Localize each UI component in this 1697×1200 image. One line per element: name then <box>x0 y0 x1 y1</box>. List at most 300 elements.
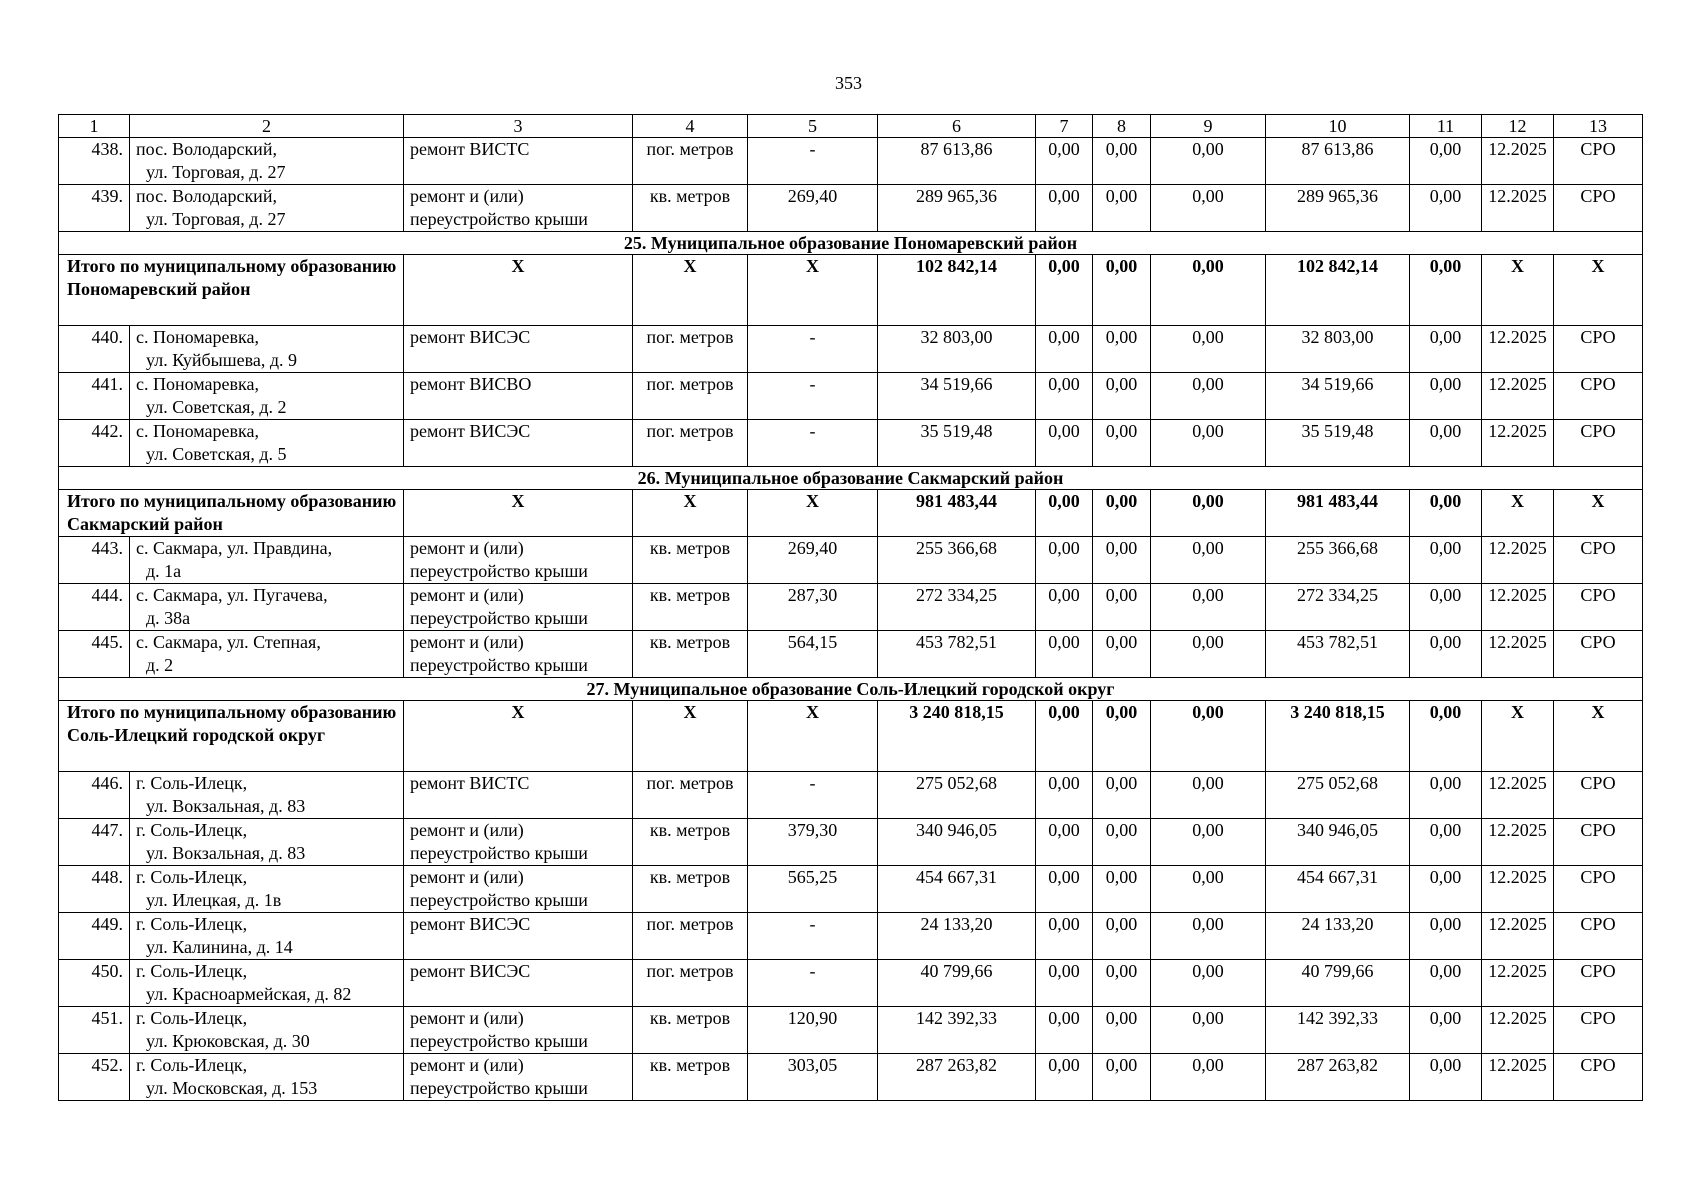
cell-work-type: X <box>404 255 633 326</box>
address-line-2: ул. Крюковская, д. 30 <box>146 1031 310 1051</box>
table-row <box>59 913 1643 960</box>
work-type: ремонт и (или) переустройство крыши <box>404 537 633 584</box>
cell-c12: 12.2025 <box>1482 960 1554 1007</box>
cell-c10: 3 240 818,15 <box>1266 701 1410 772</box>
section-title: 25. Муниципальное образование Пономаревский район <box>59 232 1643 255</box>
address-cell <box>130 1007 404 1054</box>
unit-of-measure: пог. метров <box>633 960 748 1007</box>
subtotal-label: Итого по муниципальному образованию Соль-Илецкий городской округ <box>59 701 404 772</box>
row-number: 443. <box>59 537 130 584</box>
cell-c9: 0,00 <box>1151 1007 1266 1054</box>
row-number: 442. <box>59 420 130 467</box>
cell-c11: 0,00 <box>1410 255 1482 326</box>
cell-c7: 0,00 <box>1036 584 1093 631</box>
address-line-2: ул. Куйбышева, д. 9 <box>146 350 297 370</box>
cell-c11: 0,00 <box>1410 420 1482 467</box>
column-number: 6 <box>878 115 1036 138</box>
cell-c9: 0,00 <box>1151 326 1266 373</box>
address-cell <box>130 537 404 584</box>
unit-of-measure: кв. метров <box>633 1007 748 1054</box>
cell-c12: 12.2025 <box>1482 537 1554 584</box>
cell-c10: 453 782,51 <box>1266 631 1410 678</box>
table-row <box>59 866 1643 913</box>
cell-c5: - <box>748 420 878 467</box>
address-line-1: г. Соль-Илецк, <box>136 914 248 934</box>
row-number: 445. <box>59 631 130 678</box>
address-line-1: с. Сакмара, ул. Пугачева, <box>136 585 328 605</box>
cell-c9: 0,00 <box>1151 701 1266 772</box>
column-number: 1 <box>59 115 130 138</box>
table-row <box>59 819 1643 866</box>
address-line-2: д. 2 <box>146 655 174 675</box>
address-cell <box>130 373 404 420</box>
unit-of-measure: кв. метров <box>633 584 748 631</box>
cell-c8: 0,00 <box>1093 373 1151 420</box>
table-row <box>59 138 1643 185</box>
cell-c12: X <box>1482 701 1554 772</box>
subtotal-row <box>59 255 1643 326</box>
cell-c7: 0,00 <box>1036 1054 1093 1101</box>
cell-c5: 120,90 <box>748 1007 878 1054</box>
cell-c5: - <box>748 326 878 373</box>
column-number: 8 <box>1093 115 1151 138</box>
cell-c5: 565,25 <box>748 866 878 913</box>
cell-c6: 272 334,25 <box>878 584 1036 631</box>
cell-c5: 564,15 <box>748 631 878 678</box>
cell-c10: 255 366,68 <box>1266 537 1410 584</box>
capital-repair-table <box>58 114 1643 1101</box>
cell-c12: 12.2025 <box>1482 420 1554 467</box>
cell-c5: - <box>748 913 878 960</box>
cell-c12: 12.2025 <box>1482 913 1554 960</box>
column-number: 4 <box>633 115 748 138</box>
cell-c11: 0,00 <box>1410 1054 1482 1101</box>
cell-c12: 12.2025 <box>1482 584 1554 631</box>
row-number: 444. <box>59 584 130 631</box>
address-line-2: ул. Вокзальная, д. 83 <box>146 843 306 863</box>
cell-c6: 289 965,36 <box>878 185 1036 232</box>
cell-c11: 0,00 <box>1410 138 1482 185</box>
cell-c8: 0,00 <box>1093 960 1151 1007</box>
cell-c7: 0,00 <box>1036 138 1093 185</box>
cell-c6: 87 613,86 <box>878 138 1036 185</box>
table-row <box>59 326 1643 373</box>
cell-c5: - <box>748 373 878 420</box>
cell-c5: 303,05 <box>748 1054 878 1101</box>
address-cell <box>130 631 404 678</box>
row-number: 451. <box>59 1007 130 1054</box>
cell-c7: 0,00 <box>1036 185 1093 232</box>
cell-c7: 0,00 <box>1036 819 1093 866</box>
cell-c11: 0,00 <box>1410 866 1482 913</box>
subtotal-label: Итого по муниципальному образованию Пономаревский район <box>59 255 404 326</box>
cell-c6: 453 782,51 <box>878 631 1036 678</box>
address-cell <box>130 819 404 866</box>
address-cell <box>130 138 404 185</box>
cell-c8: 0,00 <box>1093 913 1151 960</box>
cell-c12: X <box>1482 255 1554 326</box>
unit-of-measure: кв. метров <box>633 185 748 232</box>
unit-of-measure: пог. метров <box>633 138 748 185</box>
address-line-2: ул. Калинина, д. 14 <box>146 937 293 957</box>
cell-c13: СРО <box>1554 185 1643 232</box>
address-cell <box>130 584 404 631</box>
unit-of-measure: пог. метров <box>633 420 748 467</box>
work-type: ремонт и (или) переустройство крыши <box>404 584 633 631</box>
cell-c10: 340 946,05 <box>1266 819 1410 866</box>
column-number: 5 <box>748 115 878 138</box>
address-line-1: с. Пономаревка, <box>136 421 259 441</box>
subtotal-row <box>59 701 1643 772</box>
table-row <box>59 584 1643 631</box>
cell-c8: 0,00 <box>1093 537 1151 584</box>
work-type: ремонт ВИСЭС <box>404 326 633 373</box>
cell-c11: 0,00 <box>1410 772 1482 819</box>
cell-c5: - <box>748 960 878 1007</box>
cell-c7: 0,00 <box>1036 326 1093 373</box>
cell-c13: X <box>1554 701 1643 772</box>
address-line-1: г. Соль-Илецк, <box>136 867 248 887</box>
section-title: 27. Муниципальное образование Соль-Илецкий городской округ <box>59 678 1643 701</box>
cell-c5: 287,30 <box>748 584 878 631</box>
cell-c8: 0,00 <box>1093 1007 1151 1054</box>
cell-c11: 0,00 <box>1410 326 1482 373</box>
cell-c9: 0,00 <box>1151 373 1266 420</box>
address-line-1: с. Пономаревка, <box>136 374 259 394</box>
subtotal-label: Итого по муниципальному образованию Сакмарский район <box>59 490 404 537</box>
work-type: ремонт ВИСТС <box>404 772 633 819</box>
work-type: ремонт ВИСЭС <box>404 913 633 960</box>
cell-c5: X <box>748 255 878 326</box>
work-type: ремонт ВИСЭС <box>404 420 633 467</box>
address-line-2: д. 1а <box>146 561 182 581</box>
cell-c10: 24 133,20 <box>1266 913 1410 960</box>
row-number: 440. <box>59 326 130 373</box>
cell-c10: 289 965,36 <box>1266 185 1410 232</box>
cell-c6: 981 483,44 <box>878 490 1036 537</box>
section-header-row <box>59 678 1643 701</box>
row-number: 441. <box>59 373 130 420</box>
address-line-2: ул. Красноармейская, д. 82 <box>146 984 352 1004</box>
address-line-2: ул. Илецкая, д. 1в <box>146 890 282 910</box>
cell-c8: 0,00 <box>1093 866 1151 913</box>
cell-c7: 0,00 <box>1036 255 1093 326</box>
cell-c10: 272 334,25 <box>1266 584 1410 631</box>
address-line-1: г. Соль-Илецк, <box>136 1008 248 1028</box>
address-cell <box>130 866 404 913</box>
cell-work-type: X <box>404 490 633 537</box>
cell-c10: 35 519,48 <box>1266 420 1410 467</box>
cell-c12: 12.2025 <box>1482 1007 1554 1054</box>
cell-c5: 269,40 <box>748 185 878 232</box>
section-header-row <box>59 467 1643 490</box>
cell-c8: 0,00 <box>1093 584 1151 631</box>
cell-c6: 340 946,05 <box>878 819 1036 866</box>
work-type: ремонт и (или) переустройство крыши <box>404 819 633 866</box>
cell-c12: X <box>1482 490 1554 537</box>
section-header-row <box>59 232 1643 255</box>
cell-c9: 0,00 <box>1151 420 1266 467</box>
address-line-2: ул. Советская, д. 5 <box>146 444 287 464</box>
cell-c11: 0,00 <box>1410 631 1482 678</box>
unit-of-measure: пог. метров <box>633 772 748 819</box>
cell-c8: 0,00 <box>1093 631 1151 678</box>
cell-unit: X <box>633 255 748 326</box>
cell-c11: 0,00 <box>1410 819 1482 866</box>
address-line-2: ул. Вокзальная, д. 83 <box>146 796 306 816</box>
table-row <box>59 1007 1643 1054</box>
row-number: 439. <box>59 185 130 232</box>
cell-c10: 287 263,82 <box>1266 1054 1410 1101</box>
table-row <box>59 631 1643 678</box>
cell-c9: 0,00 <box>1151 819 1266 866</box>
cell-c5: - <box>748 138 878 185</box>
cell-c7: 0,00 <box>1036 373 1093 420</box>
address-line-1: г. Соль-Илецк, <box>136 773 248 793</box>
cell-c11: 0,00 <box>1410 537 1482 584</box>
table-row <box>59 420 1643 467</box>
cell-c6: 32 803,00 <box>878 326 1036 373</box>
cell-c7: 0,00 <box>1036 631 1093 678</box>
cell-c8: 0,00 <box>1093 255 1151 326</box>
cell-c9: 0,00 <box>1151 913 1266 960</box>
cell-c11: 0,00 <box>1410 1007 1482 1054</box>
cell-c13: СРО <box>1554 913 1643 960</box>
column-number: 13 <box>1554 115 1643 138</box>
cell-c9: 0,00 <box>1151 960 1266 1007</box>
cell-c10: 275 052,68 <box>1266 772 1410 819</box>
cell-c10: 454 667,31 <box>1266 866 1410 913</box>
cell-c13: СРО <box>1554 1007 1643 1054</box>
column-number: 10 <box>1266 115 1410 138</box>
cell-c9: 0,00 <box>1151 772 1266 819</box>
cell-c7: 0,00 <box>1036 420 1093 467</box>
work-type: ремонт и (или) переустройство крыши <box>404 1007 633 1054</box>
address-cell <box>130 185 404 232</box>
cell-c12: 12.2025 <box>1482 1054 1554 1101</box>
cell-c5: X <box>748 701 878 772</box>
cell-c13: СРО <box>1554 960 1643 1007</box>
cell-c12: 12.2025 <box>1482 631 1554 678</box>
cell-c13: СРО <box>1554 373 1643 420</box>
cell-c13: СРО <box>1554 1054 1643 1101</box>
address-line-1: г. Соль-Илецк, <box>136 961 248 981</box>
cell-c6: 255 366,68 <box>878 537 1036 584</box>
cell-c7: 0,00 <box>1036 772 1093 819</box>
cell-c12: 12.2025 <box>1482 373 1554 420</box>
cell-c9: 0,00 <box>1151 1054 1266 1101</box>
cell-c10: 102 842,14 <box>1266 255 1410 326</box>
table-body <box>59 115 1643 1101</box>
section-title: 26. Муниципальное образование Сакмарский район <box>59 467 1643 490</box>
cell-c8: 0,00 <box>1093 819 1151 866</box>
cell-c7: 0,00 <box>1036 960 1093 1007</box>
cell-c13: СРО <box>1554 420 1643 467</box>
cell-c6: 287 263,82 <box>878 1054 1036 1101</box>
cell-c6: 102 842,14 <box>878 255 1036 326</box>
cell-c13: СРО <box>1554 772 1643 819</box>
cell-c9: 0,00 <box>1151 185 1266 232</box>
row-number: 447. <box>59 819 130 866</box>
cell-c7: 0,00 <box>1036 701 1093 772</box>
row-number: 438. <box>59 138 130 185</box>
cell-c6: 275 052,68 <box>878 772 1036 819</box>
cell-c7: 0,00 <box>1036 1007 1093 1054</box>
cell-c8: 0,00 <box>1093 138 1151 185</box>
cell-c8: 0,00 <box>1093 701 1151 772</box>
address-line-1: с. Сакмара, ул. Правдина, <box>136 538 333 558</box>
cell-c9: 0,00 <box>1151 631 1266 678</box>
cell-c12: 12.2025 <box>1482 772 1554 819</box>
row-number: 452. <box>59 1054 130 1101</box>
row-number: 449. <box>59 913 130 960</box>
cell-c9: 0,00 <box>1151 490 1266 537</box>
cell-c6: 40 799,66 <box>878 960 1036 1007</box>
page-number: 353 <box>835 73 862 93</box>
address-line-1: с. Сакмара, ул. Степная, <box>136 632 321 652</box>
unit-of-measure: кв. метров <box>633 1054 748 1101</box>
address-line-1: г. Соль-Илецк, <box>136 1055 248 1075</box>
address-line-2: ул. Советская, д. 2 <box>146 397 287 417</box>
cell-c6: 35 519,48 <box>878 420 1036 467</box>
cell-c9: 0,00 <box>1151 255 1266 326</box>
cell-c13: СРО <box>1554 866 1643 913</box>
cell-c11: 0,00 <box>1410 913 1482 960</box>
cell-c8: 0,00 <box>1093 772 1151 819</box>
cell-c10: 142 392,33 <box>1266 1007 1410 1054</box>
table-row <box>59 1054 1643 1101</box>
cell-c10: 87 613,86 <box>1266 138 1410 185</box>
unit-of-measure: кв. метров <box>633 819 748 866</box>
column-number: 2 <box>130 115 404 138</box>
row-number: 450. <box>59 960 130 1007</box>
row-number: 448. <box>59 866 130 913</box>
cell-c7: 0,00 <box>1036 913 1093 960</box>
address-line-1: с. Пономаревка, <box>136 327 259 347</box>
cell-c13: СРО <box>1554 819 1643 866</box>
work-type: ремонт и (или) переустройство крыши <box>404 631 633 678</box>
address-line-2: д. 38а <box>146 608 191 628</box>
cell-c12: 12.2025 <box>1482 185 1554 232</box>
cell-c5: 269,40 <box>748 537 878 584</box>
cell-c10: 981 483,44 <box>1266 490 1410 537</box>
unit-of-measure: пог. метров <box>633 326 748 373</box>
address-cell <box>130 772 404 819</box>
unit-of-measure: кв. метров <box>633 537 748 584</box>
address-line-1: пос. Володарский, <box>136 186 277 206</box>
work-type: ремонт ВИСЭС <box>404 960 633 1007</box>
cell-c10: 40 799,66 <box>1266 960 1410 1007</box>
address-cell <box>130 326 404 373</box>
work-type: ремонт ВИСТС <box>404 138 633 185</box>
cell-c11: 0,00 <box>1410 584 1482 631</box>
cell-c11: 0,00 <box>1410 701 1482 772</box>
cell-c7: 0,00 <box>1036 866 1093 913</box>
unit-of-measure: кв. метров <box>633 866 748 913</box>
cell-c8: 0,00 <box>1093 490 1151 537</box>
unit-of-measure: пог. метров <box>633 913 748 960</box>
column-number: 9 <box>1151 115 1266 138</box>
cell-c6: 454 667,31 <box>878 866 1036 913</box>
cell-c13: СРО <box>1554 537 1643 584</box>
cell-c11: 0,00 <box>1410 185 1482 232</box>
cell-c9: 0,00 <box>1151 584 1266 631</box>
cell-c9: 0,00 <box>1151 537 1266 584</box>
cell-unit: X <box>633 701 748 772</box>
cell-c12: 12.2025 <box>1482 866 1554 913</box>
column-number: 3 <box>404 115 633 138</box>
cell-c8: 0,00 <box>1093 185 1151 232</box>
cell-c11: 0,00 <box>1410 373 1482 420</box>
work-type: ремонт и (или) переустройство крыши <box>404 185 633 232</box>
address-cell <box>130 913 404 960</box>
cell-c7: 0,00 <box>1036 537 1093 584</box>
cell-c5: - <box>748 772 878 819</box>
table-row <box>59 537 1643 584</box>
cell-c5: 379,30 <box>748 819 878 866</box>
subtotal-row <box>59 490 1643 537</box>
cell-c6: 142 392,33 <box>878 1007 1036 1054</box>
cell-c13: X <box>1554 255 1643 326</box>
cell-c8: 0,00 <box>1093 1054 1151 1101</box>
cell-c12: 12.2025 <box>1482 326 1554 373</box>
cell-c7: 0,00 <box>1036 490 1093 537</box>
address-cell <box>130 420 404 467</box>
cell-unit: X <box>633 490 748 537</box>
cell-c8: 0,00 <box>1093 420 1151 467</box>
column-number: 12 <box>1482 115 1554 138</box>
address-cell <box>130 1054 404 1101</box>
cell-work-type: X <box>404 701 633 772</box>
cell-c10: 32 803,00 <box>1266 326 1410 373</box>
cell-c11: 0,00 <box>1410 960 1482 1007</box>
unit-of-measure: кв. метров <box>633 631 748 678</box>
cell-c6: 24 133,20 <box>878 913 1036 960</box>
unit-of-measure: пог. метров <box>633 373 748 420</box>
cell-c11: 0,00 <box>1410 490 1482 537</box>
table-row <box>59 960 1643 1007</box>
cell-c6: 3 240 818,15 <box>878 701 1036 772</box>
cell-c13: СРО <box>1554 326 1643 373</box>
work-type: ремонт ВИСВО <box>404 373 633 420</box>
column-number-row <box>59 115 1643 138</box>
table-row <box>59 772 1643 819</box>
address-line-2: ул. Торговая, д. 27 <box>146 162 286 182</box>
cell-c12: 12.2025 <box>1482 138 1554 185</box>
cell-c13: СРО <box>1554 631 1643 678</box>
table-row <box>59 373 1643 420</box>
column-number: 7 <box>1036 115 1093 138</box>
cell-c12: 12.2025 <box>1482 819 1554 866</box>
address-line-2: ул. Торговая, д. 27 <box>146 209 286 229</box>
cell-c6: 34 519,66 <box>878 373 1036 420</box>
table-row <box>59 185 1643 232</box>
cell-c10: 34 519,66 <box>1266 373 1410 420</box>
cell-c13: X <box>1554 490 1643 537</box>
address-line-1: пос. Володарский, <box>136 139 277 159</box>
address-cell <box>130 960 404 1007</box>
address-line-2: ул. Московская, д. 153 <box>146 1078 318 1098</box>
work-type: ремонт и (или) переустройство крыши <box>404 1054 633 1101</box>
cell-c8: 0,00 <box>1093 326 1151 373</box>
cell-c5: X <box>748 490 878 537</box>
address-line-1: г. Соль-Илецк, <box>136 820 248 840</box>
cell-c9: 0,00 <box>1151 138 1266 185</box>
cell-c13: СРО <box>1554 584 1643 631</box>
work-type: ремонт и (или) переустройство крыши <box>404 866 633 913</box>
cell-c9: 0,00 <box>1151 866 1266 913</box>
cell-c13: СРО <box>1554 138 1643 185</box>
